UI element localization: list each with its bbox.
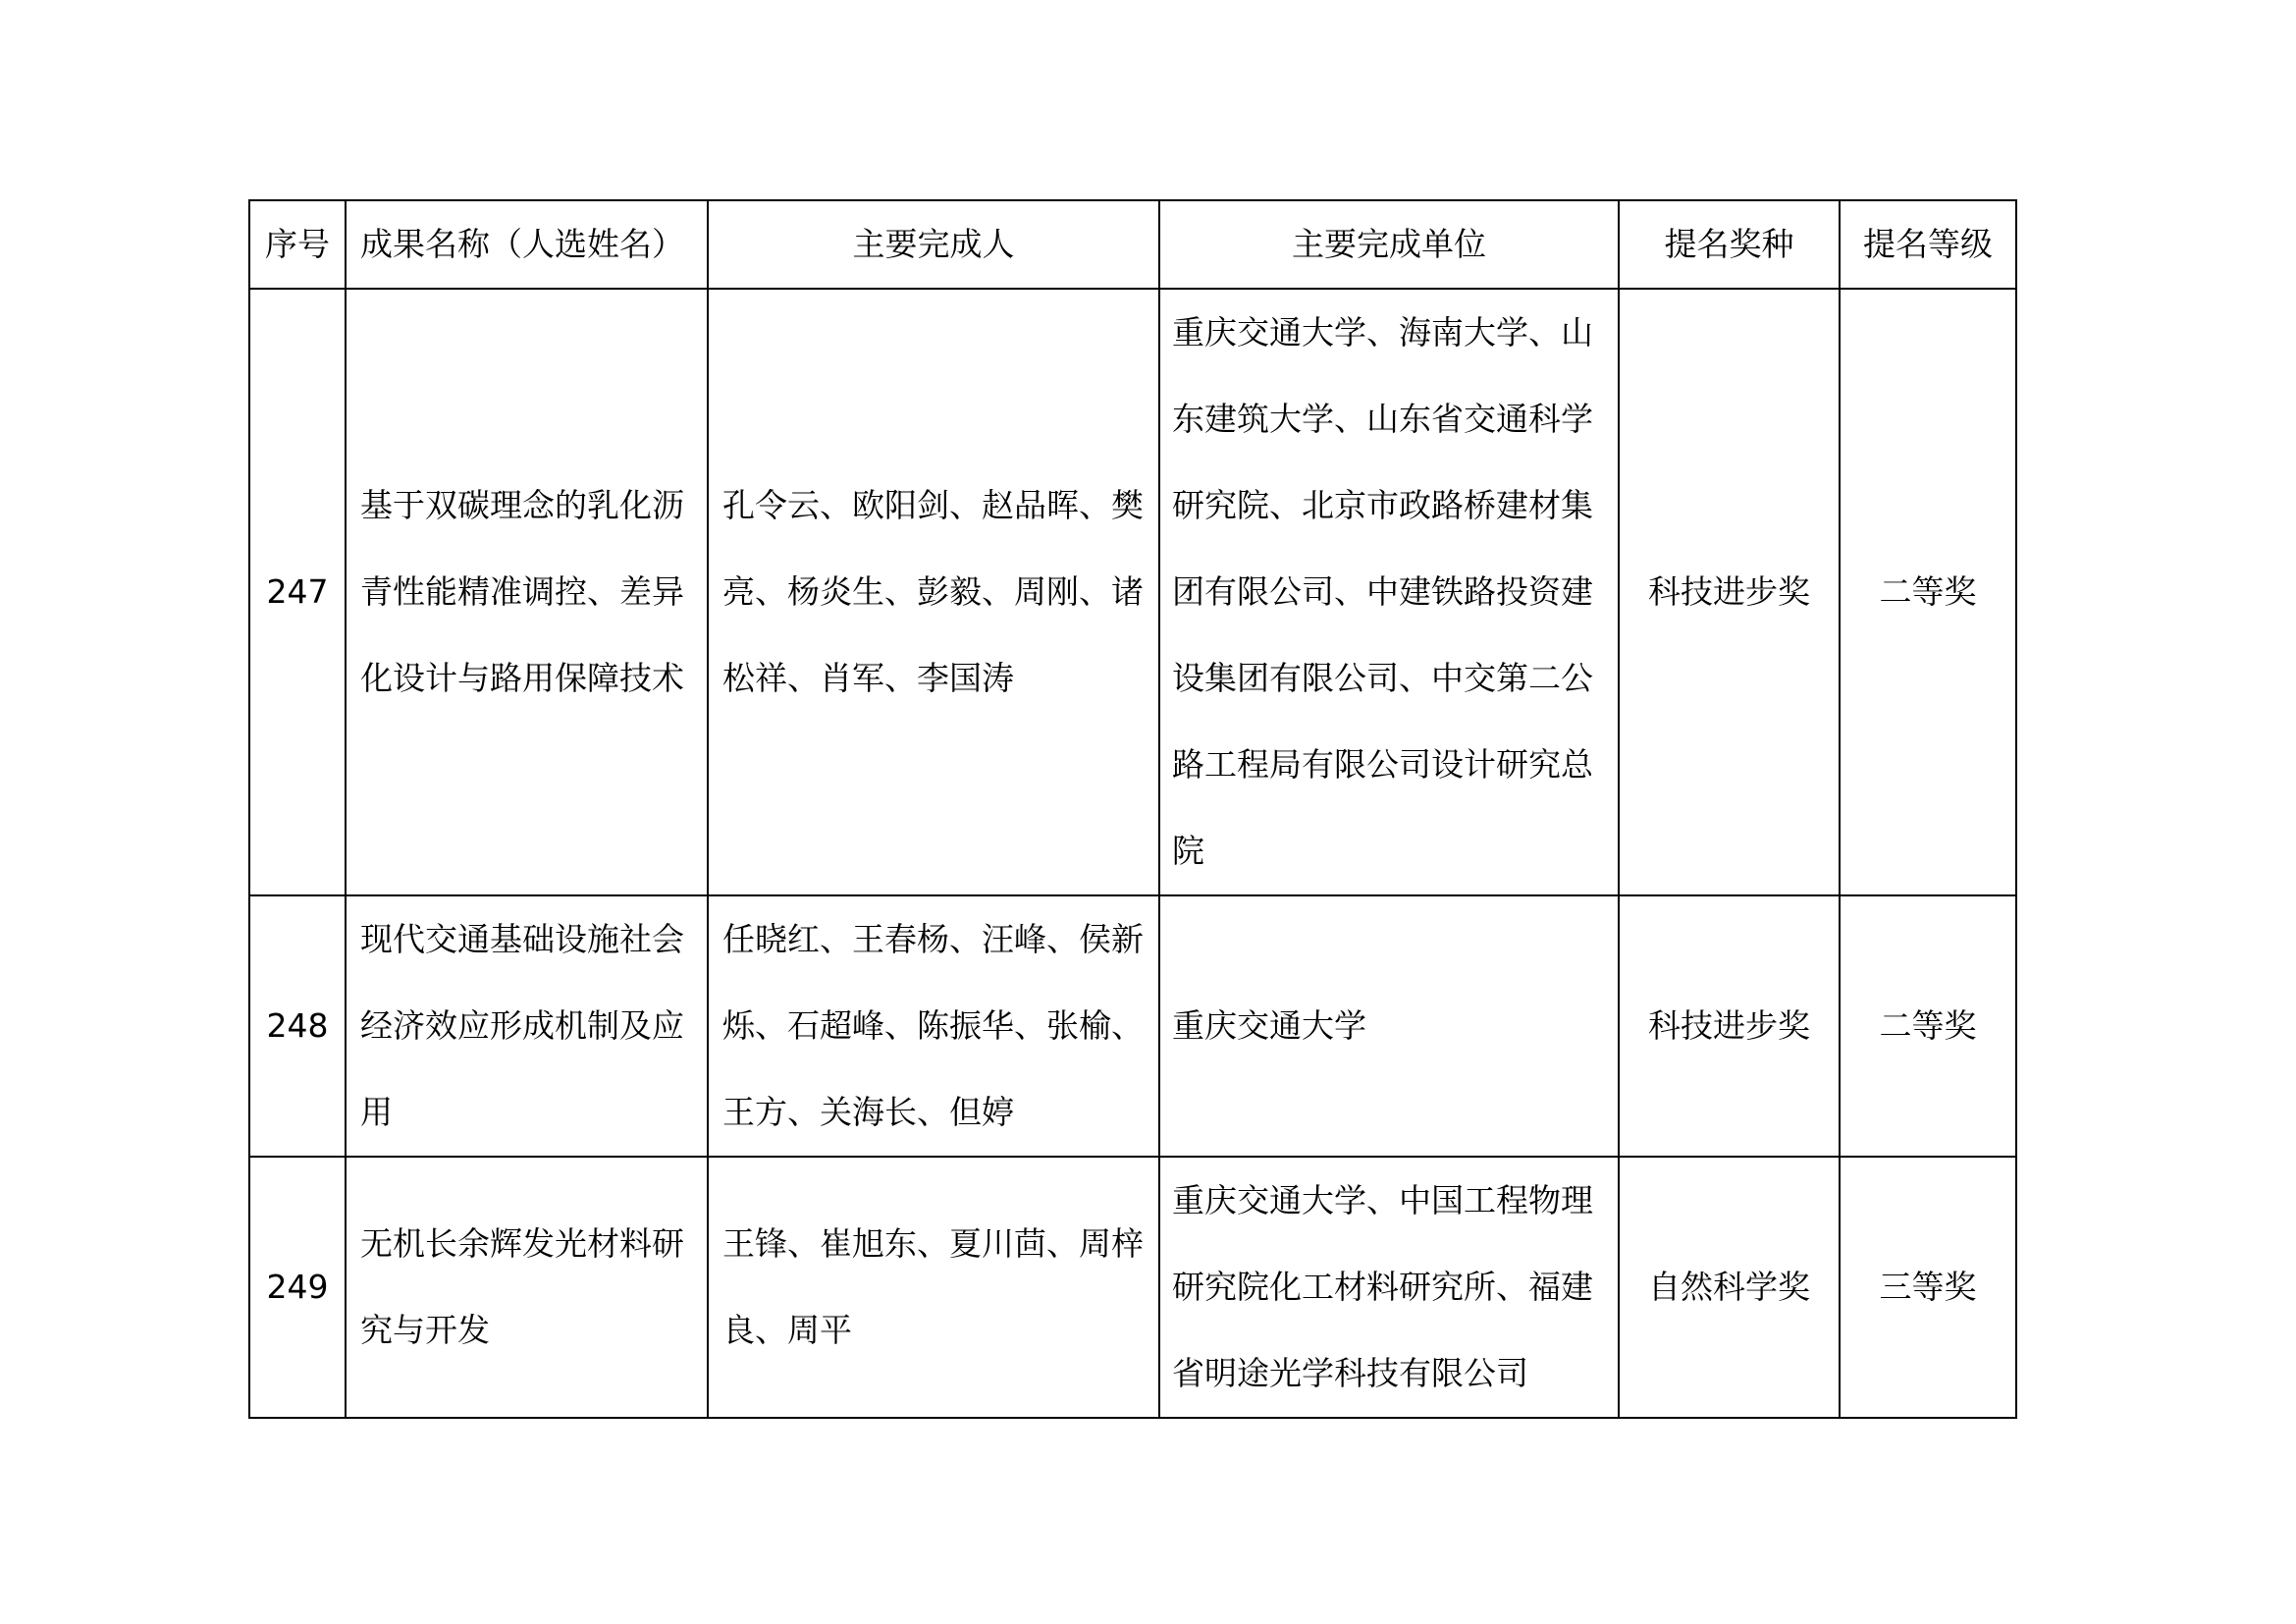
table-row xyxy=(249,289,2016,895)
awards-table xyxy=(248,199,2017,1419)
header-award-level: 提名等级 xyxy=(1840,200,2016,289)
cell-persons: 任晓红、王春杨、汪峰、侯新烁、石超峰、陈振华、张榆、王方、关海长、但婷 xyxy=(708,895,1159,1157)
cell-title: 基于双碳理念的乳化沥青性能精准调控、差异化设计与路用保障技术 xyxy=(346,289,708,895)
table-header xyxy=(249,200,2016,289)
table-body xyxy=(249,289,2016,1418)
header-units: 主要完成单位 xyxy=(1159,200,1619,289)
cell-award-level: 三等奖 xyxy=(1840,1157,2016,1418)
cell-persons: 孔令云、欧阳剑、赵品晖、樊亮、杨炎生、彭毅、周刚、诸松祥、肖军、李国涛 xyxy=(708,289,1159,895)
cell-title: 现代交通基础设施社会经济效应形成机制及应用 xyxy=(346,895,708,1157)
header-seq: 序号 xyxy=(249,200,346,289)
cell-award-type: 科技进步奖 xyxy=(1619,895,1840,1157)
header-award-type: 提名奖种 xyxy=(1619,200,1840,289)
cell-title: 无机长余辉发光材料研究与开发 xyxy=(346,1157,708,1418)
cell-persons: 王锋、崔旭东、夏川茴、周梓良、周平 xyxy=(708,1157,1159,1418)
cell-seq: 248 xyxy=(249,895,346,1157)
table-row xyxy=(249,895,2016,1157)
cell-units: 重庆交通大学、中国工程物理研究院化工材料研究所、福建省明途光学科技有限公司 xyxy=(1159,1157,1619,1418)
cell-award-level: 二等奖 xyxy=(1840,289,2016,895)
header-row xyxy=(249,200,2016,289)
cell-units: 重庆交通大学、海南大学、山东建筑大学、山东省交通科学研究院、北京市政路桥建材集团有限公司、中建铁路投资建设集团有限公司、中交第二公路工程局有限公司设计研究总院 xyxy=(1159,289,1619,895)
cell-award-type: 自然科学奖 xyxy=(1619,1157,1840,1418)
cell-seq: 247 xyxy=(249,289,346,895)
cell-seq: 249 xyxy=(249,1157,346,1418)
header-title: 成果名称（人选姓名） xyxy=(346,200,708,289)
header-persons: 主要完成人 xyxy=(708,200,1159,289)
table-row xyxy=(249,1157,2016,1418)
cell-units: 重庆交通大学 xyxy=(1159,895,1619,1157)
cell-award-type: 科技进步奖 xyxy=(1619,289,1840,895)
cell-award-level: 二等奖 xyxy=(1840,895,2016,1157)
